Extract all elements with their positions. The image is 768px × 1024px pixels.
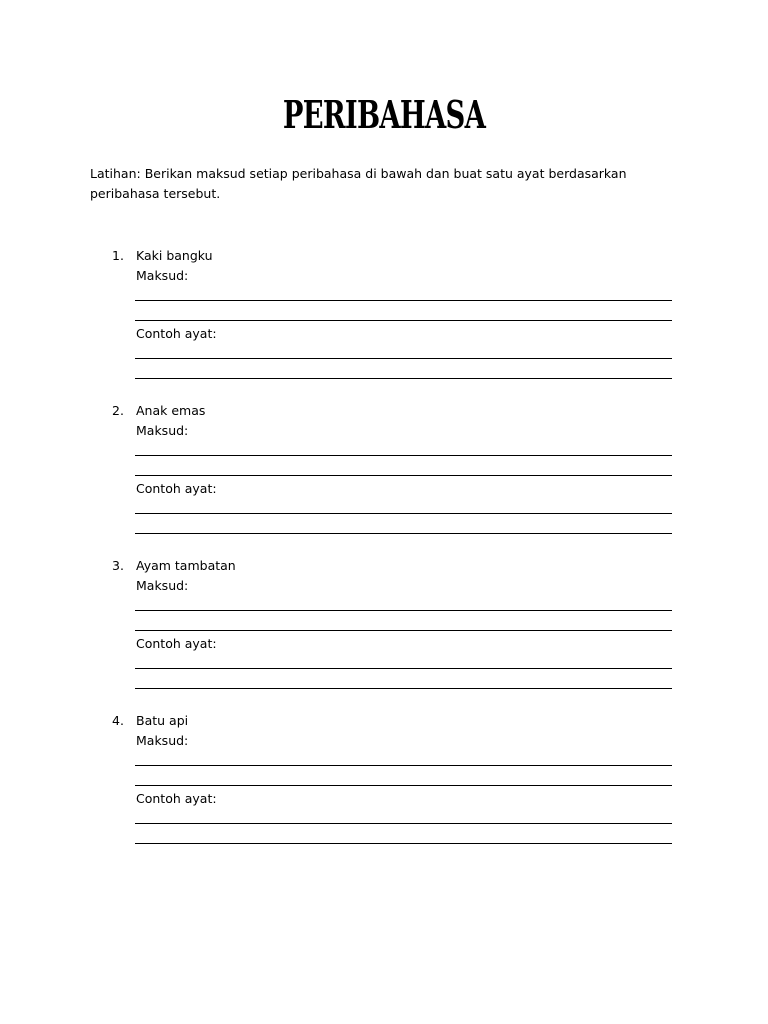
answer-line[interactable]	[135, 475, 672, 476]
proverb-text: Ayam tambatan	[136, 558, 236, 573]
answer-line[interactable]	[135, 378, 672, 379]
question-number: 1.	[112, 248, 124, 263]
proverb-text: Kaki bangku	[136, 248, 213, 263]
answer-line[interactable]	[135, 688, 672, 689]
example-label: Contoh ayat:	[136, 636, 217, 651]
answer-line[interactable]	[135, 455, 672, 456]
page-title: PERIBAHASA	[282, 92, 486, 137]
answer-line[interactable]	[135, 843, 672, 844]
answer-line[interactable]	[135, 630, 672, 631]
answer-line[interactable]	[135, 533, 672, 534]
example-label: Contoh ayat:	[136, 791, 217, 806]
answer-line[interactable]	[135, 513, 672, 514]
answer-line[interactable]	[135, 300, 672, 301]
answer-line[interactable]	[135, 823, 672, 824]
example-label: Contoh ayat:	[136, 326, 217, 341]
meaning-label: Maksud:	[136, 578, 189, 593]
answer-line[interactable]	[135, 320, 672, 321]
proverb-text: Batu api	[136, 713, 189, 728]
answer-line[interactable]	[135, 358, 672, 359]
proverb-text: Anak emas	[136, 403, 206, 418]
question-number: 2.	[112, 403, 124, 418]
example-label: Contoh ayat:	[136, 481, 217, 496]
answer-line[interactable]	[135, 668, 672, 669]
meaning-label: Maksud:	[136, 268, 189, 283]
answer-line[interactable]	[135, 765, 672, 766]
question-number: 3.	[112, 558, 124, 573]
meaning-label: Maksud:	[136, 423, 189, 438]
answer-line[interactable]	[135, 785, 672, 786]
answer-line[interactable]	[135, 610, 672, 611]
question-number: 4.	[112, 713, 124, 728]
instruction-text: Latihan: Berikan maksud setiap peribahasa di bawah dan buat satu ayat berdasarkan peribahasa tersebut.	[90, 166, 627, 201]
meaning-label: Maksud:	[136, 733, 189, 748]
